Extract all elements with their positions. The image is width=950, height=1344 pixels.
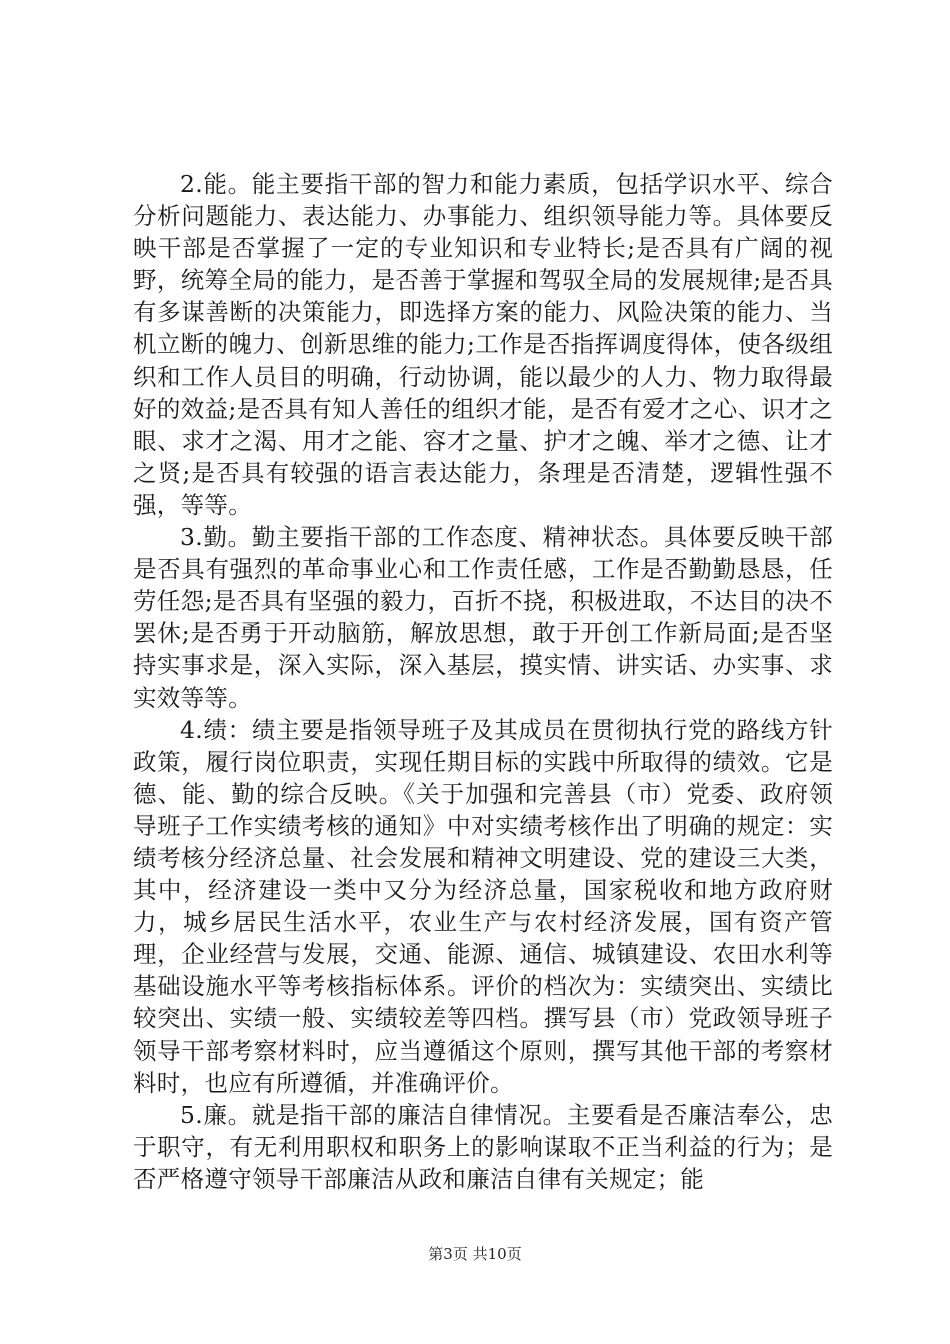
paragraph-ability: 2.能。能主要指干部的智力和能力素质，包括学识水平、综合分析问题能力、表达能力、办事能力、组织领导能力等。具体要反映干部是否掌握了一定的专业知识和专业特长;是否具有广阔的视野，统筹全局的能力，是否善于掌握和驾驭全局的发展规律;是否具有多谋善断的决策能力，即选择方案的能力、风险决策的能力、当机立断的魄力、创新思维的能力;工作是否指挥调度得体，使各级组织和工作人员目的明确，行动协调，能以最少的人力、物力取得最好的效益;是否具有知人善任的组织才能，是否有爱才之心、识才之眼、求才之渴、用才之能、容才之量、护才之魄、举才之德、让才之贤;是否具有较强的语言表达能力，条理是否清楚，逻辑性强不强，等等。 [133,170,833,519]
paragraph-performance: 4.绩：绩主要是指领导班子及其成员在贯彻执行党的路线方针政策，履行岗位职责，实现任期目标的实践中所取得的绩效。它是德、能、勤的综合反映。《关于加强和完善县（市）党委、政府领导班子工作实绩考核的通知》中对实绩考核作出了明确的规定：实绩考核分经济总量、社会发展和精神文明建设、党的建设三大类，其中，经济建设一类中又分为经济总量，国家税收和地方政府财力，城乡居民生活水平，农业生产与农村经济发展，国有资产管理，企业经营与发展，交通、能源、通信、城镇建设、农田水利等基础设施水平等考核指标体系。评价的档次为：实绩突出、实绩比较突出、实绩一般、实绩较差等四档。撰写县（市）党政领导班子领导干部考察材料时，应当遵循这个原则，撰写其他干部的考察材料时，也应有所遵循，并准确评价。 [133,715,833,1097]
paragraph-diligence: 3.勤。勤主要指干部的工作态度、精神状态。具体要反映干部是否具有强烈的革命事业心和工作责任感，工作是否勤勤恳恳，任劳任怨;是否具有坚强的毅力，百折不挠，积极进取，不达目的决不罢休;是否勇于开动脑筋，解放思想，敢于开创工作新局面;是否坚持实事求是，深入实际，深入基层，摸实情、讲实话、办实事、求实效等等。 [133,523,833,712]
paragraph-integrity: 5.廉。就是指干部的廉洁自律情况。主要看是否廉洁奉公，忠于职守，有无利用职权和职务上的影响谋取不正当利益的行为；是否严格遵守领导干部廉洁从政和廉洁自律有关规定；能 [133,1100,833,1193]
page-number-footer: 第3页 共10页 [428,1245,522,1263]
document-body [133,168,833,1195]
